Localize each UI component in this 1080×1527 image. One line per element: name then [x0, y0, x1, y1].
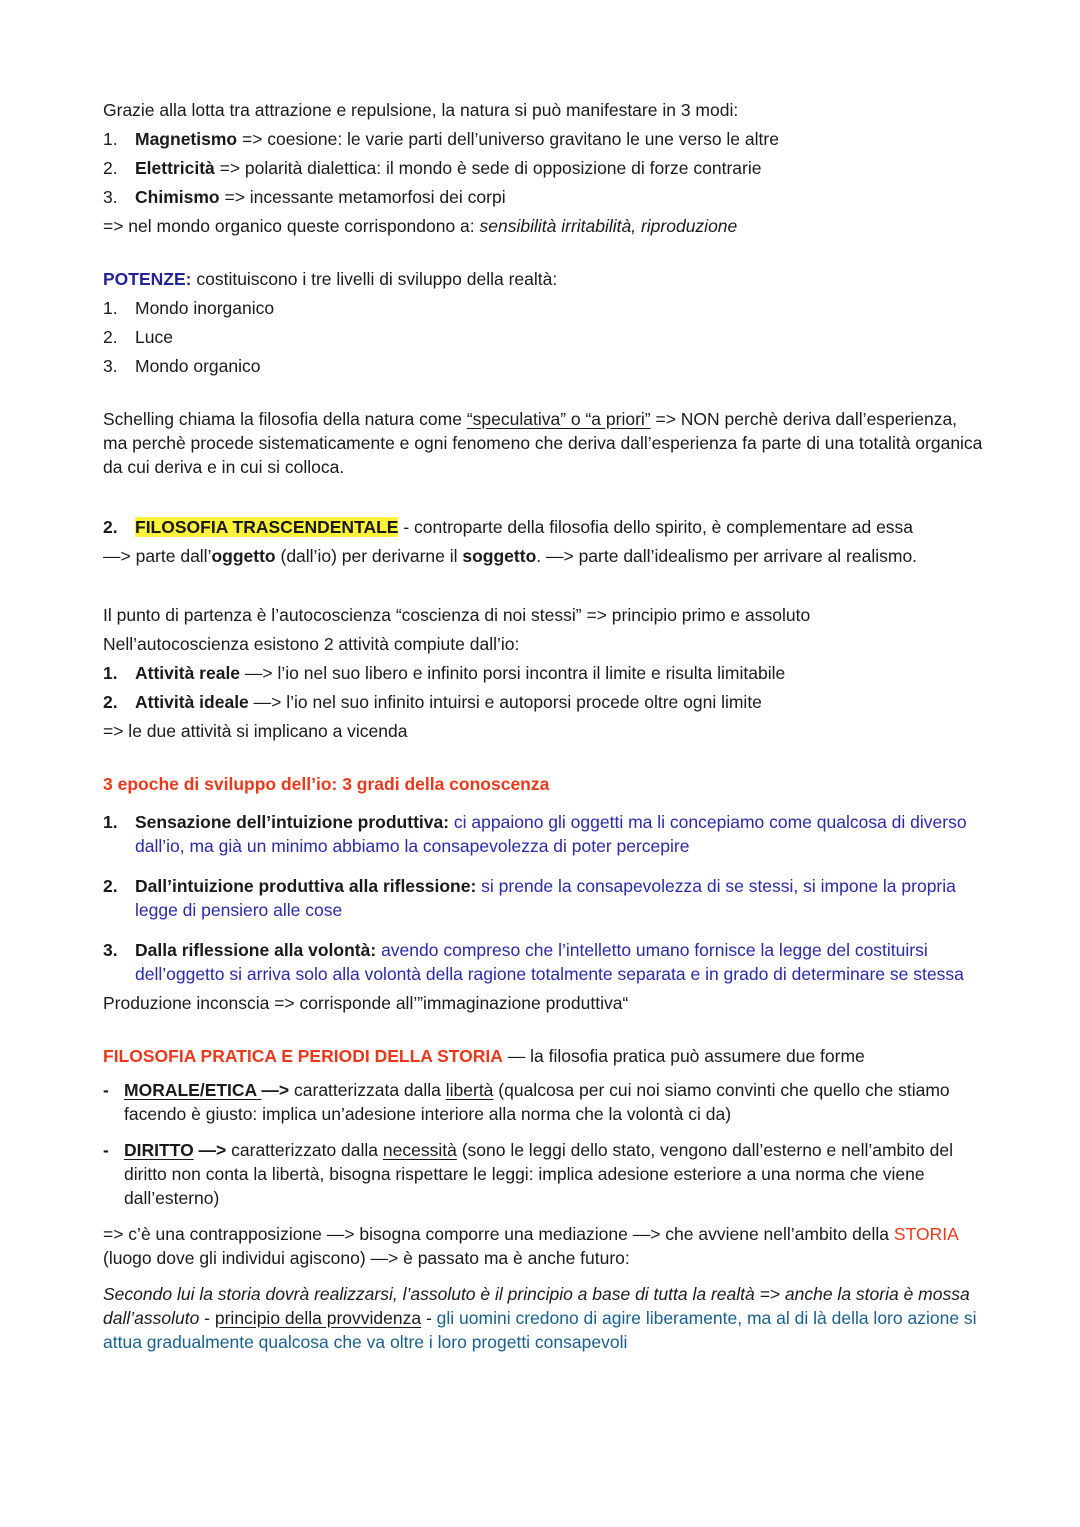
contrapposizione: => c’è una contrapposizione —> bisogna comporre una mediazione —> che avviene nell’ambito della STORIA (luogo dove gli individui agiscono) —> è passato ma è anche futuro:: [103, 1224, 958, 1268]
speculativa-paragraph: Schelling chiama la filosofia della natura come “speculativa” o “a priori” => NON perchè deriva dall’esperienza, ma perchè procede sistematicamente e ogni fenomeno che deriva dall’esperienza fa parte di una totalità organica da cui deriva e in cui si colloca.: [103, 409, 983, 477]
trascendentale-heading: 2. FILOSOFIA TRASCENDENTALE - controparte della filosofia dello spirito, è complementare ad essa: [103, 517, 914, 537]
list-item: 2. Luce: [103, 327, 173, 347]
list-item: 3. Mondo organico: [103, 356, 261, 376]
list-item: 1. Sensazione dell’intuizione produttiva: ci appaiono gli oggetti ma li concepiamo come qualcosa di diverso dall’io, ma già un minimo abbiamo la consapevolezza di poter percepire: [103, 812, 967, 856]
list-item: 1. Mondo inorganico: [103, 298, 275, 318]
list-item: - DIRITTO —> caratterizzato dalla necessità (sono le leggi dello stato, vengono dall’esterno e nell’ambito del diritto non conta la libertà, bisogna rispettare le leggi: implica adesione esteriore a una norma che viene dall’esterno): [103, 1140, 953, 1208]
organic-correspondence: => nel mondo organico queste corrispondono a: sensibilità irritabilità, riproduzione: [103, 216, 738, 236]
epoche-heading: 3 epoche di sviluppo dell’io: 3 gradi della conoscenza: [103, 774, 550, 794]
potenze-heading: POTENZE: costituiscono i tre livelli di sviluppo della realtà:: [103, 269, 558, 289]
storia-paragraph: Secondo lui la storia dovrà realizzarsi, l’assoluto è il principio a base di tutta la realtà => anche la storia è mossa dall’assoluto - principio della provvidenza - gli uomini credono di agire liberamente, ma al di là della loro azione si attua gradualmente qualcosa che va oltre i loro progetti consapevoli: [103, 1284, 977, 1352]
list-item: 2. Elettricità => polarità dialettica: il mondo è sede di opposizione di forze contrarie: [103, 158, 762, 178]
list-item: 1. Attività reale —> l’io nel suo libero e infinito porsi incontra il limite e risulta limitabile: [103, 663, 786, 683]
document-page: [103, 98, 983, 1359]
list-item: - MORALE/ETICA —> caratterizzata dalla libertà (qualcosa per cui noi siamo convinti che quello che stiamo facendo è giusto: implica un’adesione interiore alla norma che la volontà ci da): [103, 1080, 950, 1124]
trascendentale-line2: —> parte dall’oggetto (dall’io) per derivarne il soggetto. —> parte dall’idealismo per arrivare al realismo.: [103, 546, 918, 566]
produzione-inconscia: Produzione inconscia => corrisponde all’”immaginazione produttiva“: [103, 993, 629, 1013]
autocoscienza-line1: Il punto di partenza è l’autocoscienza “coscienza di noi stessi” => principio primo e assoluto: [103, 605, 811, 625]
list-item: 2. Attività ideale —> l’io nel suo infinito intuirsi e autoporsi procede oltre ogni limite: [103, 692, 762, 712]
autocoscienza-conclusion: => le due attività si implicano a vicenda: [103, 721, 408, 741]
pratica-heading: FILOSOFIA PRATICA E PERIODI DELLA STORIA — la filosofia pratica può assumere due forme: [103, 1046, 865, 1066]
autocoscienza-line2: Nell’autocoscienza esistono 2 attività compiute dall’io:: [103, 634, 520, 654]
forze-intro: Grazie alla lotta tra attrazione e repulsione, la natura si può manifestare in 3 modi:: [103, 100, 739, 120]
list-item: 3. Dalla riflessione alla volontà: avendo compreso che l’intelletto umano fornisce la legge del costituirsi dell’oggetto si arriva solo alla volontà della ragione totalmente separata e in grado di determinare se stessa: [103, 940, 964, 984]
list-item: 1. Magnetismo => coesione: le varie parti dell’universo gravitano le une verso le altre: [103, 129, 779, 149]
list-item: 3. Chimismo => incessante metamorfosi dei corpi: [103, 187, 506, 207]
list-item: 2. Dall’intuizione produttiva alla riflessione: si prende la consapevolezza di se stessi, si impone la propria legge di pensiero alle cose: [103, 876, 956, 920]
